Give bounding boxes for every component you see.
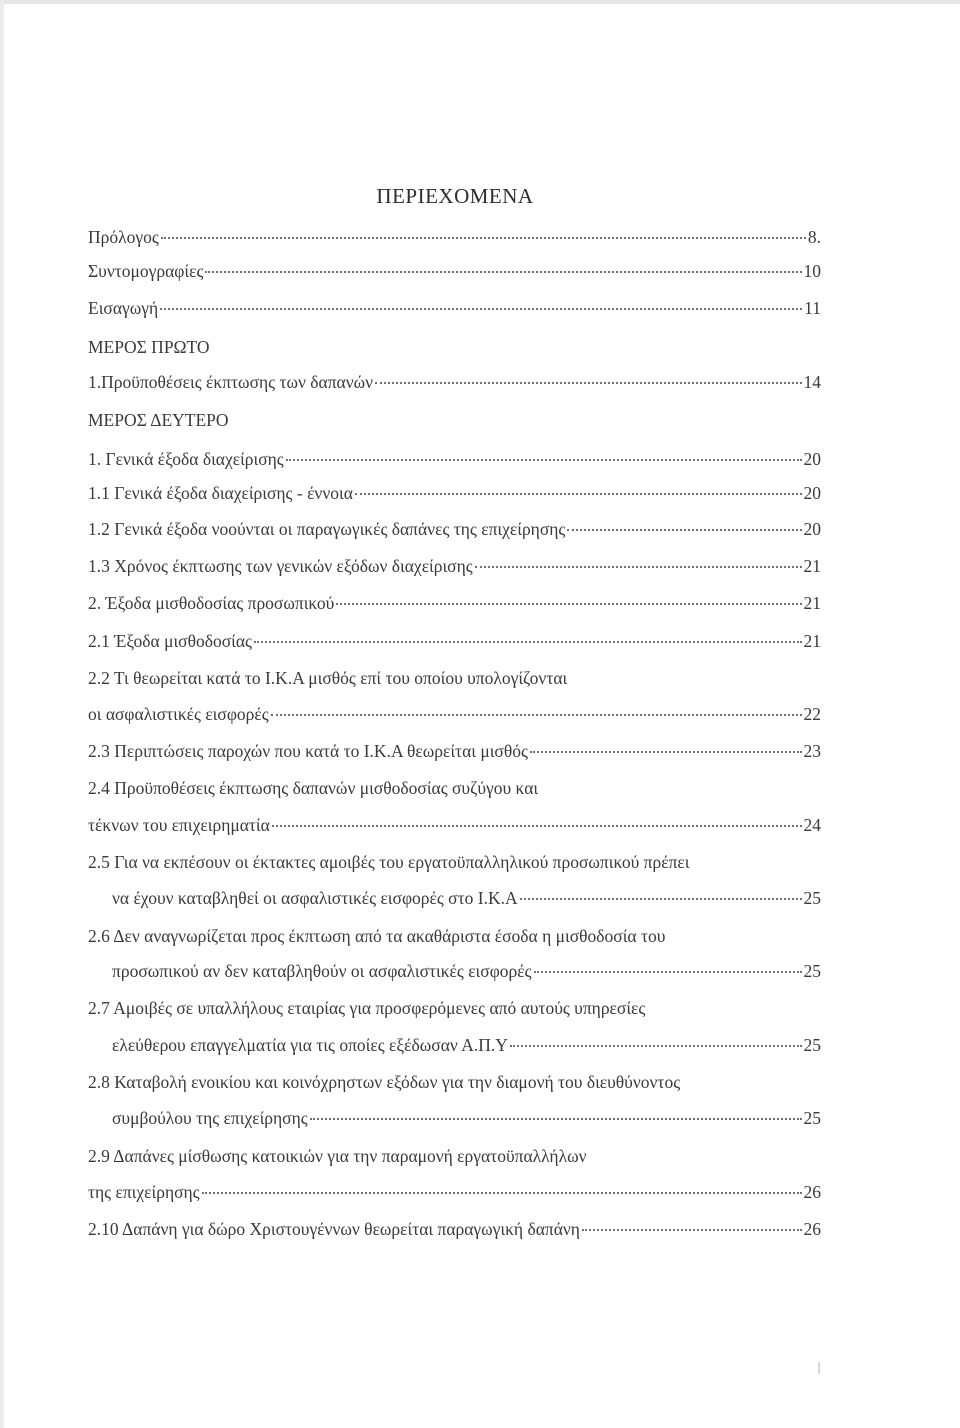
dot-leader <box>375 382 801 384</box>
toc-entry-page: 11 <box>804 298 821 318</box>
toc-entry-page: 22 <box>803 704 821 724</box>
toc-entry <box>88 630 821 652</box>
toc-entry <box>112 887 821 909</box>
toc-entry-first-line: 2.8 Καταβολή ενοικίου και κοινόχρηστων εξόδων για την διαμονή του διευθύνοντος <box>88 1072 681 1092</box>
toc-entry <box>88 448 821 470</box>
toc-entry <box>88 592 821 614</box>
toc-entry-page: 23 <box>803 741 821 761</box>
toc-entry <box>88 518 821 540</box>
dot-leader <box>286 459 802 461</box>
dot-leader <box>534 971 802 973</box>
dot-leader <box>355 493 802 495</box>
dot-leader <box>254 641 802 643</box>
toc-entry-page: 26 <box>803 1182 821 1202</box>
dot-leader <box>160 308 802 310</box>
toc-entry-first-line: 2.6 Δεν αναγνωρίζεται προς έκπτωση από τα ακαθάριστα έσοδα η μισθοδοσία του <box>88 926 666 946</box>
dot-leader <box>310 1118 802 1120</box>
dot-leader <box>202 1192 802 1194</box>
toc-entry-first-line: 2.5 Για να εκπέσουν οι έκτακτες αμοιβές του εργατοϋπαλληλικού προσωπικού πρέπει <box>88 852 690 872</box>
toc-entry-label: της επιχείρησης <box>88 1182 200 1202</box>
toc-entry-page: 25 <box>803 888 821 908</box>
toc-entry <box>88 371 821 393</box>
toc-entry-page: 21 <box>803 631 821 651</box>
toc-entry-page: 25 <box>803 961 821 981</box>
toc-entry <box>88 297 821 319</box>
toc-entry-label: 2.1 Έξοδα μισθοδοσίας <box>88 631 252 651</box>
toc-entry-label: να έχουν καταβληθεί οι ασφαλιστικές εισφορές στο Ι.Κ.Α <box>112 888 518 908</box>
dot-leader <box>271 714 802 716</box>
toc-entry-label: 2.3 Περιπτώσεις παροχών που κατά το Ι.Κ.Α θεωρείται μισθός <box>88 741 528 761</box>
toc-entry-first-line: 2.4 Προϋποθέσεις έκπτωσης δαπανών μισθοδοσίας συζύγου και <box>88 778 539 798</box>
toc-entry-page: 26 <box>803 1219 821 1239</box>
toc-entry <box>88 1218 821 1240</box>
toc-entry <box>112 960 821 982</box>
dot-leader <box>530 751 802 753</box>
dot-leader <box>161 237 806 239</box>
dot-leader <box>272 825 802 827</box>
toc-entry-page: 25 <box>803 1108 821 1128</box>
toc-entry <box>88 814 821 836</box>
toc-entry-label: 1. Γενικά έξοδα διαχείρισης <box>88 449 284 469</box>
toc-entry-label: τέκνων του επιχειρηματία <box>88 815 270 835</box>
toc-entry-page: 20 <box>803 519 821 539</box>
toc-entry-page: 10 <box>803 261 821 281</box>
scan-edge-top <box>0 0 960 4</box>
dot-leader <box>582 1229 802 1231</box>
toc-entry <box>88 1181 821 1203</box>
toc-entry <box>112 1107 821 1129</box>
toc-entry <box>88 226 821 248</box>
toc-entry-label: 2.10 Δαπάνη για δώρο Χριστουγέννων θεωρείται παραγωγική δαπάνη <box>88 1219 580 1239</box>
dot-leader <box>510 1045 802 1047</box>
scan-edge-left <box>0 0 4 1428</box>
toc-entry-label: 1.1 Γενικά έξοδα διαχείρισης - έννοια <box>88 483 353 503</box>
toc-entry <box>88 482 821 504</box>
toc-entry-page: 24 <box>803 815 821 835</box>
toc-entry-first-line: 2.2 Τι θεωρείται κατά το Ι.Κ.Α μισθός επί του οποίου υπολογίζονται <box>88 668 568 688</box>
toc-entry <box>88 703 821 725</box>
toc-entry-label: Πρόλογος <box>88 227 159 247</box>
toc-entry-label: 1.Προϋποθέσεις έκπτωσης των δαπανών <box>88 372 374 392</box>
dot-leader <box>475 566 802 568</box>
dot-leader <box>336 603 801 605</box>
toc-entry-label: 2. Έξοδα μισθοδοσίας προσωπικού <box>88 593 335 613</box>
toc-entry <box>88 740 821 762</box>
dot-leader <box>520 898 802 900</box>
toc-entry-label: Συντομογραφίες <box>88 261 204 281</box>
toc-entry <box>88 260 821 282</box>
dot-leader <box>205 271 801 273</box>
toc-entry <box>88 555 821 577</box>
toc-entry-page: 25 <box>803 1035 821 1055</box>
toc-entry-page: 21 <box>803 556 821 576</box>
toc-entry-first-line: 2.9 Δαπάνες μίσθωσης κατοικιών για την παραμονή εργατοϋπαλλήλων <box>88 1146 587 1166</box>
toc-entry-label: 1.2 Γενικά έξοδα νοούνται οι παραγωγικές δαπάνες της επιχείρησης <box>88 519 566 539</box>
toc-entry-page: 20 <box>803 449 821 469</box>
toc-entry-label: προσωπικού αν δεν καταβληθούν οι ασφαλιστικές εισφορές <box>112 961 532 981</box>
page-title: ΠΕΡΙΕΧΟΜΕΝΑ <box>376 184 534 208</box>
toc-entry-page: 8. <box>807 227 821 247</box>
part-heading: ΜΕΡΟΣ ΠΡΩΤΟ <box>88 337 210 357</box>
toc-entry-first-line: 2.7 Αμοιβές σε υπαλλήλους εταιρίας για προσφερόμενες από αυτούς υπηρεσίες <box>88 998 646 1018</box>
toc-entry-label: Εισαγωγή <box>88 298 159 318</box>
toc-entry-page: 20 <box>803 483 821 503</box>
toc-entry-label: ελεύθερου επαγγελματία για τις οποίες εξέδωσαν Α.Π.Υ <box>112 1035 508 1055</box>
toc-entry-page: 21 <box>803 593 821 613</box>
toc-entry-label: 1.3 Χρόνος έκπτωσης των γενικών εξόδων διαχείρισης <box>88 556 473 576</box>
toc-entry-label: οι ασφαλιστικές εισφορές <box>88 704 269 724</box>
toc-entry <box>112 1034 821 1056</box>
scan-speck <box>818 1362 820 1374</box>
toc-entry-page: 14 <box>803 372 821 392</box>
toc-entry-label: συμβούλου της επιχείρησης <box>112 1108 308 1128</box>
part-heading: ΜΕΡΟΣ ΔΕΥΤΕΡΟ <box>88 410 229 430</box>
dot-leader <box>567 529 801 531</box>
